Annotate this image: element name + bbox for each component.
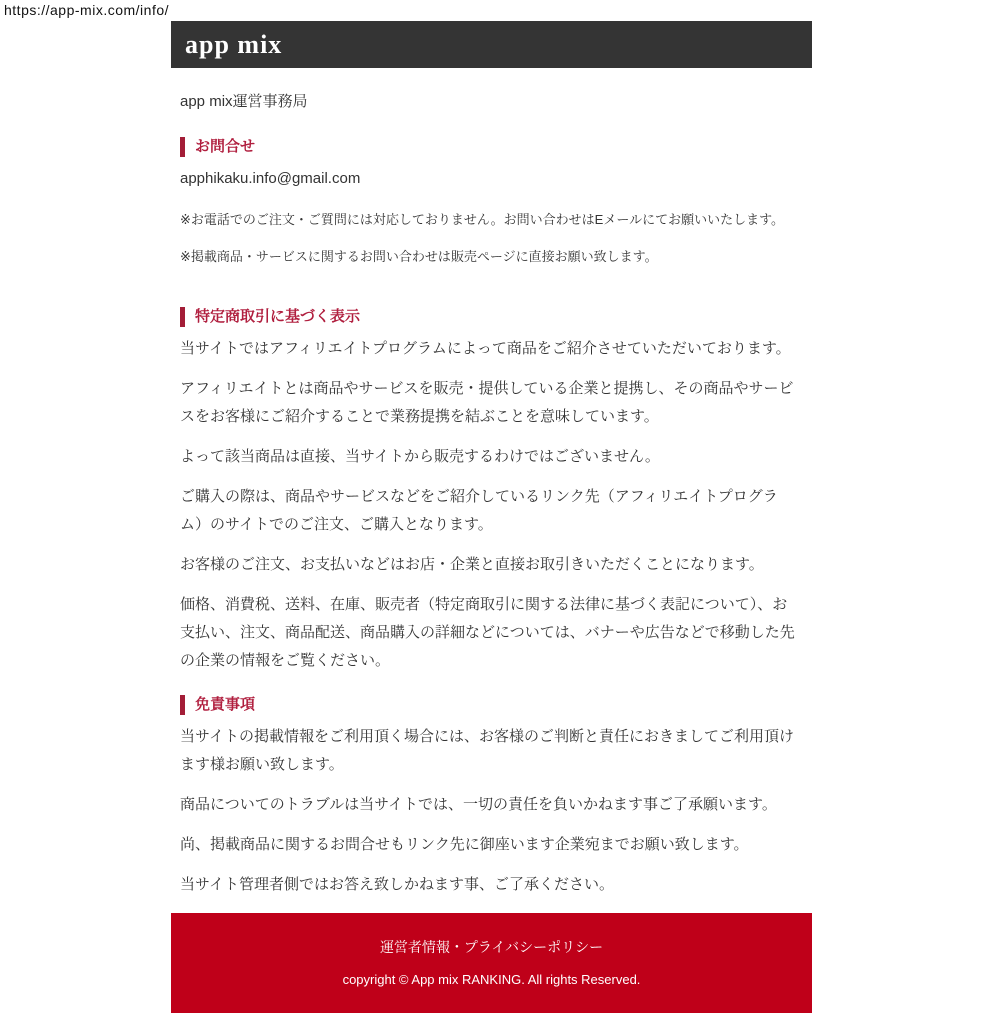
site-footer	[171, 913, 812, 1013]
paragraph: お客様のご注文、お支払いなどはお店・企業と直接お取引きいただくことになります。	[180, 556, 764, 573]
page-container	[171, 21, 812, 1013]
commerce-disclosure-heading: 特定商取引に基づく表示	[180, 307, 798, 327]
paragraph: 当サイトではアフィリエイトプログラムによって商品をご紹介させていただいております。	[180, 340, 791, 357]
section-disclaimer	[180, 695, 798, 899]
paragraph: 価格、消費税、送料、在庫、販売者（特定商取引に関する法律に基づく表記について）、お支払い、注文、商品配送、商品購入の詳細などについては、バナーや広告などで移動した先の企業の情報をご覧ください。	[180, 596, 795, 669]
paragraph: 商品についてのトラブルは当サイトでは、一切の責任を負いかねます事ご了承願います。	[180, 796, 777, 813]
paragraph: 尚、掲載商品に関するお問合せもリンク先に御座います企業宛までお願い致します。	[180, 836, 749, 853]
contact-note: ※お電話でのご注文・ご質問には対応しておりません。お問い合わせはEメールにてお願いいたします。	[180, 212, 785, 227]
site-title[interactable]: app mix	[185, 29, 283, 59]
paragraph: 当サイトの掲載情報をご利用頂く場合には、お客様のご判断と責任におきましてご利用頂けます様お願い致します。	[180, 728, 794, 773]
paragraph: よって該当商品は直接、当サイトから販売するわけではございません。	[180, 448, 660, 465]
site-header	[171, 21, 812, 68]
section-contact	[180, 137, 798, 267]
section-commerce-disclosure	[180, 307, 798, 675]
paragraph: ご購入の際は、商品やサービスなどをご紹介しているリンク先（アフィリエイトプログラム）のサイトでのご注文、ご購入となります。	[180, 488, 778, 533]
contact-heading: お問合せ	[180, 137, 798, 157]
paragraph: 当サイト管理者側ではお答え致しかねます事、ご了承ください。	[180, 876, 614, 893]
footer-privacy-link[interactable]: 運営者情報・プライバシーポリシー	[379, 939, 604, 955]
main-content	[171, 68, 812, 899]
page-url-label: https://app-mix.com/info/	[4, 2, 170, 18]
footer-copyright: copyright © App mix RANKING. All rights Reserved.	[342, 972, 641, 987]
operator-name: app mix運営事務局	[180, 93, 308, 110]
contact-note: ※掲載商品・サービスに関するお問い合わせは販売ページに直接お願い致します。	[180, 249, 658, 264]
paragraph: アフィリエイトとは商品やサービスを販売・提供している企業と提携し、その商品やサービスをお客様にご紹介することで業務提携を結ぶことを意味しています。	[180, 380, 794, 425]
contact-email: apphikaku.info@gmail.com	[180, 170, 361, 187]
disclaimer-heading: 免責事項	[180, 695, 798, 715]
